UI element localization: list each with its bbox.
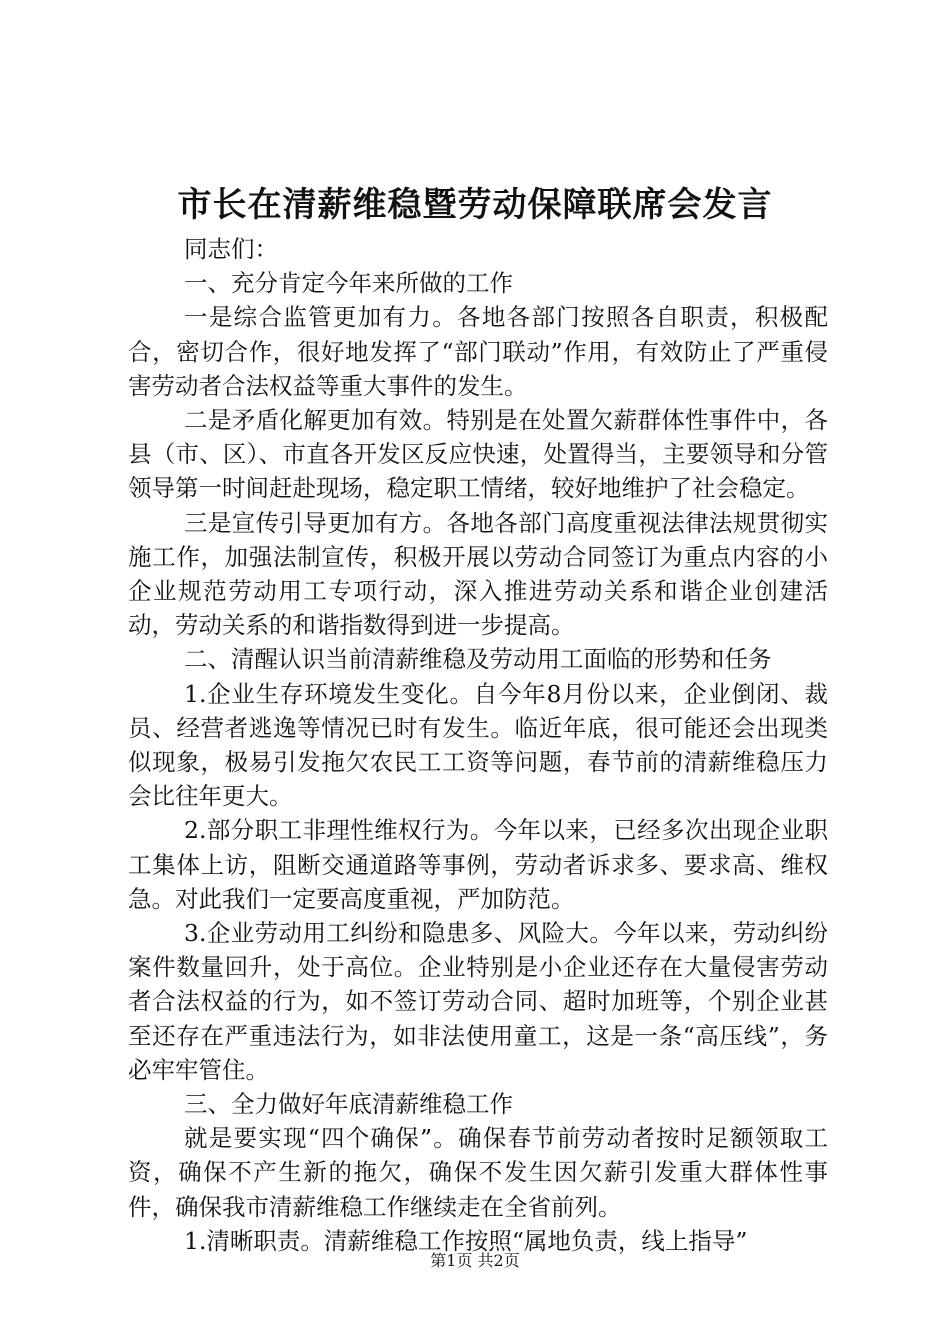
paragraph: 二是矛盾化解更加有效。特别是在处置欠薪群体性事件中，各县（市、区）、市直各开发区反应快速，处置得当，主要领导和分管领导第一时间赶赴现场，稳定职工情绪，较好地维护了社会稳定。: [128, 406, 828, 503]
paragraph-salutation: 同志们：: [184, 235, 278, 263]
paragraph: 3.企业劳动用工纠纷和隐患多、风险大。今年以来，劳动纠纷案件数量回升，处于高位。企业特别是小企业还存在大量侵害劳动者合法权益的行为，如不签订劳动合同、超时加班等，个别企业甚至还存在严重违法行为，如非法使用童工，这是一条“高压线”，务必牢牢管住。: [128, 919, 828, 1084]
paragraph: 1.企业生存环境发生变化。自今年8月份以来，企业倒闭、裁员、经营者逃逸等情况已时有发生。临近年底，很可能还会出现类似现象，极易引发拖欠农民工工资等问题，春节前的清薪维稳压力会比往年更大。: [128, 679, 828, 811]
paragraph: 2.部分职工非理性维权行为。今年以来，已经多次出现企业职工集体上访，阻断交通道路等事例，劳动者诉求多、要求高、维权急。对此我们一定要高度重视，严加防范。: [128, 816, 828, 913]
paragraph-heading-2: 二、清醒认识当前清薪维稳及劳动用工面临的形势和任务: [184, 645, 772, 674]
paragraph: 一是综合监管更加有力。各地各部门按照各自职责，积极配合，密切合作，很好地发挥了“部门联动”作用，有效防止了严重侵害劳动者合法权益等重大事件的发生。: [128, 303, 828, 400]
document-body: [128, 232, 828, 1258]
page-footer: 第1页 共2页: [430, 1251, 520, 1270]
paragraph: 三是宣传引导更加有方。各地各部门高度重视法律法规贯彻实施工作，加强法制宣传，积极开展以劳动合同签订为重点内容的小企业规范劳动用工专项行动，深入推进劳动关系和谐企业创建活动，劳动关系的和谐指数得到进一步提高。: [128, 508, 828, 640]
paragraph-heading-3: 三、全力做好年底清薪维稳工作: [184, 1090, 513, 1119]
paragraph-heading-1: 一、充分肯定今年来所做的工作: [184, 269, 513, 298]
document-title: 市长在清薪维稳暨劳动保障联席会发言: [177, 185, 773, 225]
paragraph: 就是要实现“四个确保”。确保春节前劳动者按时足额领取工资，确保不产生新的拖欠，确保不发生因欠薪引发重大群体性事件，确保我市清薪维稳工作继续走在全省前列。: [128, 1124, 828, 1221]
paragraph: 1.清晰职责。清薪维稳工作按照“属地负责，线上指导”: [184, 1226, 748, 1255]
